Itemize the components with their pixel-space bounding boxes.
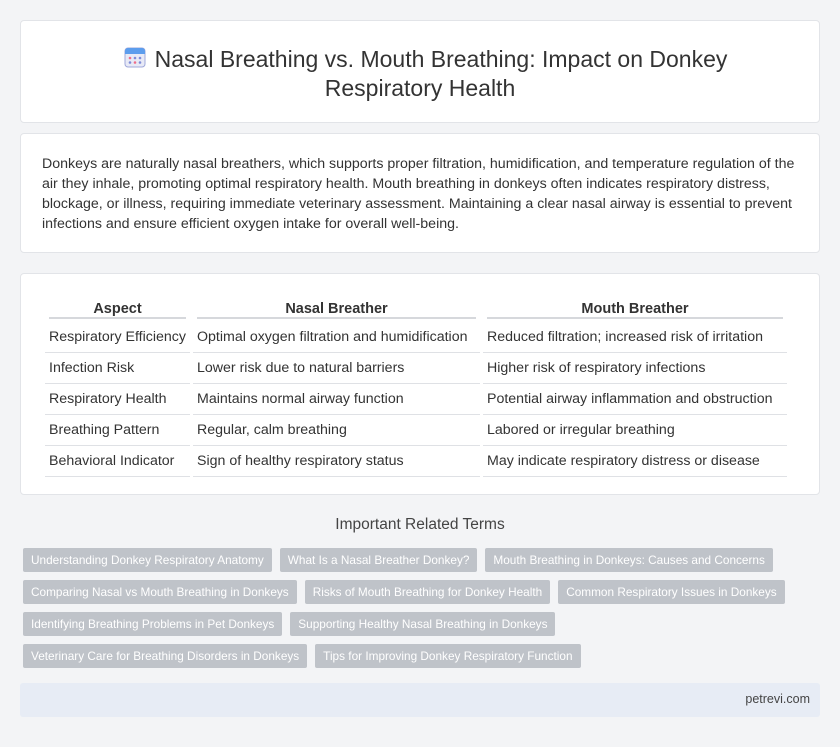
table-row	[45, 384, 787, 415]
table-cell: Higher risk of respiratory infections	[483, 353, 787, 384]
table-header-row	[45, 296, 787, 322]
related-term-link[interactable]: Comparing Nasal vs Mouth Breathing in Donkeys	[23, 580, 297, 604]
related-term-link[interactable]: Supporting Healthy Nasal Breathing in Donkeys	[290, 612, 555, 636]
intro-card	[20, 133, 820, 253]
footer-site-link[interactable]: petrevi.com	[745, 692, 810, 706]
related-term-link[interactable]: Understanding Donkey Respiratory Anatomy	[23, 548, 272, 572]
table-row	[45, 446, 787, 477]
related-term-link[interactable]: Veterinary Care for Breathing Disorders in Donkeys	[23, 644, 307, 668]
comparison-card	[20, 273, 820, 495]
table-cell: Sign of healthy respiratory status	[193, 446, 480, 477]
table-cell: Reduced filtration; increased risk of irritation	[483, 322, 787, 353]
related-terms-row	[23, 612, 555, 636]
comparison-table	[42, 296, 790, 477]
footer	[20, 683, 820, 717]
table-cell: Regular, calm breathing	[193, 415, 480, 446]
table-cell: Maintains normal airway function	[193, 384, 480, 415]
table-row	[45, 353, 787, 384]
related-term-link[interactable]: Common Respiratory Issues in Donkeys	[558, 580, 784, 604]
related-term-link[interactable]: Mouth Breathing in Donkeys: Causes and Concerns	[485, 548, 772, 572]
related-term-link[interactable]: What Is a Nasal Breather Donkey?	[280, 548, 478, 572]
related-terms-row	[23, 644, 581, 668]
page-title-line2: Respiratory Health	[324, 75, 516, 101]
table-cell: Respiratory Health	[45, 384, 190, 415]
table-cell: May indicate respiratory distress or disease	[483, 446, 787, 477]
table-cell: Lower risk due to natural barriers	[193, 353, 480, 384]
header-aspect: Aspect	[45, 296, 190, 322]
related-terms-title: Important Related Terms	[335, 516, 505, 533]
related-terms-row	[23, 548, 773, 572]
header-mouth: Mouth Breather	[483, 296, 787, 322]
page-title-line1: Nasal Breathing vs. Mouth Breathing: Impact on Donkey	[154, 46, 728, 72]
title-card	[20, 20, 820, 123]
table-cell: Optimal oxygen filtration and humidification	[193, 322, 480, 353]
header-nasal: Nasal Breather	[193, 296, 480, 322]
page-title	[21, 45, 819, 103]
table-cell: Breathing Pattern	[45, 415, 190, 446]
table-cell: Labored or irregular breathing	[483, 415, 787, 446]
related-term-link[interactable]: Identifying Breathing Problems in Pet Donkeys	[23, 612, 282, 636]
related-terms-row	[23, 580, 785, 604]
intro-paragraph: Donkeys are naturally nasal breathers, which supports proper filtration, humidification, and temperature regulation of the air they inhale, promoting optimal respiratory health. Mouth breathing in donkeys often indicates respiratory distress, blockage, or illness, requiring immediate veterinary assessment. Maintaining a clear nasal airway is essential to prevent infections and ensure efficient oxygen intake for overall well-being.	[42, 156, 795, 232]
table-row	[45, 415, 787, 446]
table-cell: Infection Risk	[45, 353, 190, 384]
table-cell: Respiratory Efficiency	[45, 322, 190, 353]
table-row	[45, 322, 787, 353]
table-cell: Potential airway inflammation and obstruction	[483, 384, 787, 415]
related-term-link[interactable]: Risks of Mouth Breathing for Donkey Health	[305, 580, 551, 604]
related-term-link[interactable]: Tips for Improving Donkey Respiratory Function	[315, 644, 580, 668]
table-cell: Behavioral Indicator	[45, 446, 190, 477]
